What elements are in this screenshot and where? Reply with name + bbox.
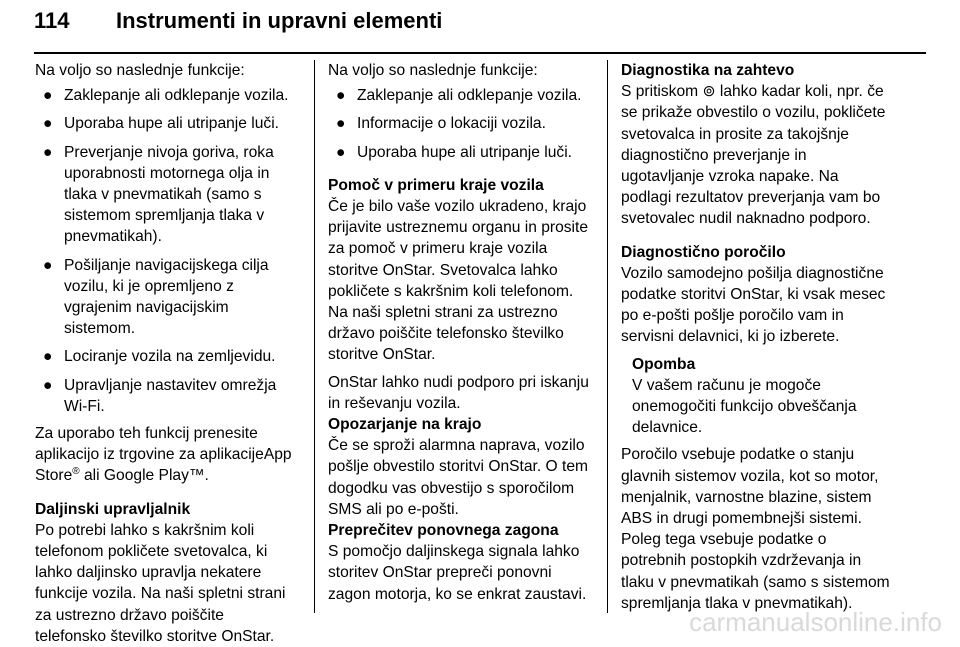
remote-features-list bbox=[328, 85, 596, 163]
list-item: ● Preverjanje nivoja goriva, roka uporabnosti motornega olja in tlaka v pnevmatikah (samo s sistemom spremljanja tlaka v pnevmatikah). bbox=[43, 143, 274, 246]
apps-paragraph: Za uporabo teh funkcij prenesite aplikacijo iz trgovine za aplikacijeApp Store® ali Google Play™. bbox=[35, 425, 292, 485]
bullet-icon: ● bbox=[43, 115, 53, 133]
list-item: ● Uporaba hupe ali utripanje luči. bbox=[328, 142, 596, 163]
report-detail: Poročilo vsebuje podatke o stanju glavnih sistemov vozila, kot so motor, menjalnik, varnostne blazine, sistem ABS in drugi pomembnejši sistemi. Poleg tega vsebuje podatke o potrebnih postopkih vzdrževanja in tlaku v pnevmatikah (samo s sistemom spremljanja tlaka v pnevmatikah). bbox=[621, 446, 890, 612]
alarm-heading: Opozarjanje na krajo bbox=[328, 416, 482, 434]
bullet-icon: ● bbox=[43, 376, 53, 394]
features-intro: Na voljo so naslednje funkcije: bbox=[35, 62, 245, 79]
ondemand-heading: Diagnostika na zahtevo bbox=[621, 62, 795, 79]
list-item: ● Zaklepanje ali odklepanje vozila. bbox=[35, 85, 299, 106]
features-intro: Na voljo so naslednje funkcije: bbox=[328, 62, 538, 79]
note-body: V vašem računu je mogoče onemogočiti funkcijo obveščanja delavnice. bbox=[632, 376, 857, 437]
page-header bbox=[34, 4, 926, 52]
list-item: ● Informacije o lokaciji vozila. bbox=[328, 113, 596, 134]
restart-body: S pomočjo daljinskega signala lahko storitev OnStar prepreči ponovni zagon motorja, ko se enkrat zaustavi. bbox=[328, 543, 587, 603]
column-3 bbox=[621, 60, 893, 614]
bullet-icon: ● bbox=[336, 115, 346, 133]
column-divider-1 bbox=[314, 60, 315, 613]
bullet-icon: ● bbox=[43, 256, 53, 274]
bullet-icon: ● bbox=[43, 87, 53, 105]
bullet-icon: ● bbox=[43, 143, 53, 161]
list-item: ● Uporaba hupe ali utripanje luči. bbox=[35, 113, 299, 134]
ondemand-body: S pritiskom ⊚ lahko kadar koli, npr. če se prikaže obvestilo o vozilu, pokličete svetovalca in prosite za takojšnje diagnostično preverjanje in ugotavljanje vzroka napake. Na podlagi rezultatov preverjanja vam bo svetovalec nudil naknadno podporo. bbox=[621, 83, 886, 228]
page-number: 114 bbox=[34, 8, 70, 33]
list-item: ● Lociranje vozila na zemljevidu. bbox=[35, 346, 299, 367]
alarm-body: Če se sproži alarmna naprava, vozilo pošlje obvestilo storitvi OnStar. O tem dogodku vas obvestijo s sporočilom SMS ali po e-pošti. bbox=[328, 437, 588, 518]
list-item: ● Upravljanje nastavitev omrežja Wi-Fi. bbox=[43, 376, 277, 415]
onstar-diagnostic-button-icon: ⊚ bbox=[702, 83, 716, 101]
bullet-icon: ● bbox=[43, 348, 53, 366]
header-rule bbox=[34, 52, 926, 54]
restart-heading: Preprečitev ponovnega zagona bbox=[328, 522, 559, 540]
column-1 bbox=[35, 60, 299, 647]
watermark: carmanualsonline.info bbox=[689, 607, 942, 637]
registered-mark: ® bbox=[72, 466, 80, 478]
page-title: Instrumenti in upravni elementi bbox=[116, 8, 443, 33]
remote-body: Po potrebi lahko s kakršnim koli telefonom pokličete svetovalca, ki lahko daljinsko upravlja nekatere funkcije vozila. Na naši spletni strani za ustrezno državo poiščite telefonsko številko storitve OnStar. bbox=[35, 521, 286, 645]
bullet-icon: ● bbox=[336, 87, 346, 105]
remote-heading: Daljinski upravljalnik bbox=[35, 500, 191, 518]
list-item: ● Zaklepanje ali odklepanje vozila. bbox=[328, 85, 596, 106]
note-heading: Opomba bbox=[632, 355, 696, 373]
column-divider-2 bbox=[607, 60, 608, 613]
theft-body: Če je bilo vaše vozilo ukradeno, krajo prijavite ustreznemu organu in prosite za pomoč v primeru kraje vozila storitve OnStar. Svetovalca lahko pokličete s kakršnim koli telefonom. Na naši spletni strani za ustrezno državo poiščite telefonsko številko storitve OnStar. bbox=[328, 198, 589, 364]
column-2 bbox=[328, 60, 596, 605]
theft-heading: Pomoč v primeru kraje vozila bbox=[328, 176, 544, 194]
bullet-icon: ● bbox=[336, 143, 346, 161]
theft-body-2: OnStar lahko nudi podporo pri iskanju in reševanju vozila. bbox=[328, 373, 589, 412]
note-box bbox=[621, 354, 893, 439]
list-item: ● Pošiljanje navigacijskega cilja vozilu, ki je opremljeno z vgrajenim navigacijskim sistemom. bbox=[43, 256, 269, 338]
app-features-list bbox=[35, 85, 299, 417]
report-heading: Diagnostično poročilo bbox=[621, 243, 786, 261]
report-body: Vozilo samodejno pošilja diagnostične podatke storitvi OnStar, ki vsak mesec po e-pošti pošlje poročilo vam in servisni delavnici, ki jo izberete. bbox=[621, 264, 886, 346]
